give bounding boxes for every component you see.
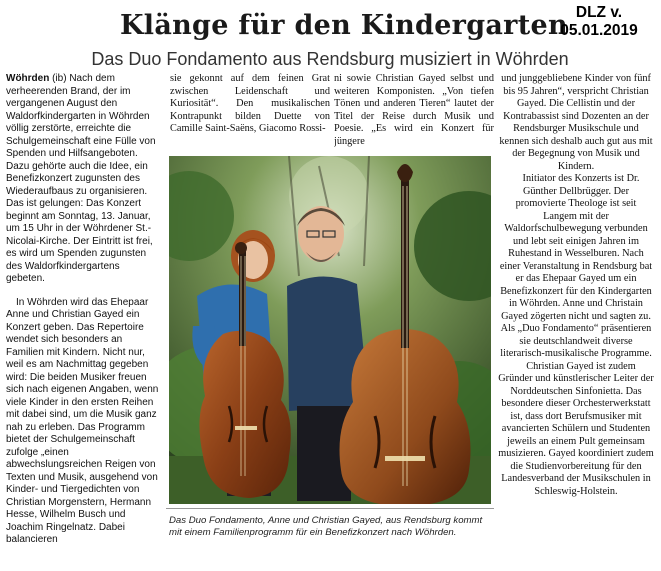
article-column-4 bbox=[498, 73, 654, 563]
paragraph-col4-1: und junggebliebene Kinder von fünf bis 95 Jahren“, verspricht Christian Gayed. Die Cellistin und der Kontrabassist sind Dozenten an der Rendsburger Musikschule und kennen sich deshalb auch gut aus mit der Begegnung von Musik und Kindern. bbox=[499, 73, 653, 172]
headline: Klänge für den Kindergarten bbox=[120, 10, 568, 41]
article-column-2 bbox=[170, 73, 330, 153]
paragraph-concert: In Wöhrden wird das Ehepaar Anne und Christian Gayed ein Konzert geben. Das Repertoire wendet sich besonders an Familien mit Kindern. Nicht nur, weil es am Nachmittag gegeben wird: Die beiden Musiker freuen sich nach eigenen Angaben, wenn viele Kinder in den ersten Reihen mit dabei sind, um die Musik ganz nah zu erleben. Das Programm bietet der Schulgemeinschaft zufolge „einen abwechslungsreichen Reigen von Texten und Musik, ausgehend von Kinder- und Tiergedichten von Christian Morgenstern, Hermann Hesse, Wilhelm Busch und Joachim Ringelnatz. Dabei balancieren bbox=[6, 296, 159, 545]
duo-photo bbox=[169, 156, 491, 504]
duo-photo-illustration bbox=[169, 156, 491, 504]
paragraph-col3: ni sowie Christian Gayed selbst und weiteren Komponisten. „Von tiefen Tönen und anderen Tieren“ lautet der Titel der Reise durch Musik und Poesie. „Es wird ein Konzert für jüngere bbox=[334, 73, 494, 147]
paragraph-col2: sie gekonnt auf dem feinen Grat zwischen Leidenschaft und Kuriosität“. Den musikalischen Kontrapunkt bilden Duette von Camille Saint-Saëns, Giacomo Rossi- bbox=[170, 73, 330, 134]
source-date bbox=[540, 4, 658, 40]
subheadline: Das Duo Fondamento aus Rendsburg musiziert in Wöhrden bbox=[91, 49, 569, 69]
caption-divider bbox=[166, 508, 494, 509]
article-column-3 bbox=[334, 73, 494, 153]
dateline: Wöhrden bbox=[6, 73, 50, 84]
photo-caption: Das Duo Fondamento, Anne und Christian Gayed, aus Rendsburg kommt mit einem Familienprogramm für ein Benefizkonzert nach Wöhrden. bbox=[169, 515, 483, 538]
source-publication: DLZ v. bbox=[575, 4, 623, 21]
paragraph-col4-3: Christian Gayed ist zudem Gründer und künstlerischer Leiter der Norddeutschen Sinfonietta. Das besondere dieser Orchesterwerkstatt ist, dass dort Berufsmusiker mit avancierten Schülern und Studenten jeweils an einem Pult gemeinsam musizieren. Gayed koordiniert zudem die Studienvorbereitung für den Landesverband der Musikschulen in Schleswig-Holstein. bbox=[498, 360, 654, 497]
article-column-1 bbox=[6, 73, 161, 563]
source-date-text: 05.01.2019 bbox=[560, 22, 638, 39]
paragraph-intro-text: (ib) Nach dem verheerenden Brand, der im vergangenen August den Waldorfkindergarten in Wöhrden völlig zerstörte, erreichte die Schulgemeinschaft eine Fülle von Spenden und Hilfsangeboten. Dazu gehörte auch die Idee, ein Benefizkonzert zugunsten des Wiederaufbaus zu organisieren. Das ist gelungen: Das Konzert beginnt am Sonntag, 13. Januar, um 15 Uhr in der Wöhrdener St.-Nicolai-Kirche. Der Eintritt ist frei, es wird um Spenden zugunsten des Waldorfkindergartens gebeten. bbox=[6, 73, 156, 284]
paragraph-col4-2: Initiator des Konzerts ist Dr. Günther Dellbrügger. Der promovierte Theologe ist seit Langem mit der Waldorfschulbewegung verbunden und lebt seit einigen Jahren im Ruhestand in Wesselburen. Nach einer Veranstaltung in Rendsburg bat er das Ehepaar Gayed um ein Benefizkonzert für den Kindergarten in Wöhrden. Anne und Christain Gayed zögerten nicht und sagten zu. Als „Duo Fondamento“ präsentieren sie deutschlandweit diverse literarisch-musikalische Programme. bbox=[499, 173, 653, 359]
paragraph-intro bbox=[6, 73, 161, 286]
